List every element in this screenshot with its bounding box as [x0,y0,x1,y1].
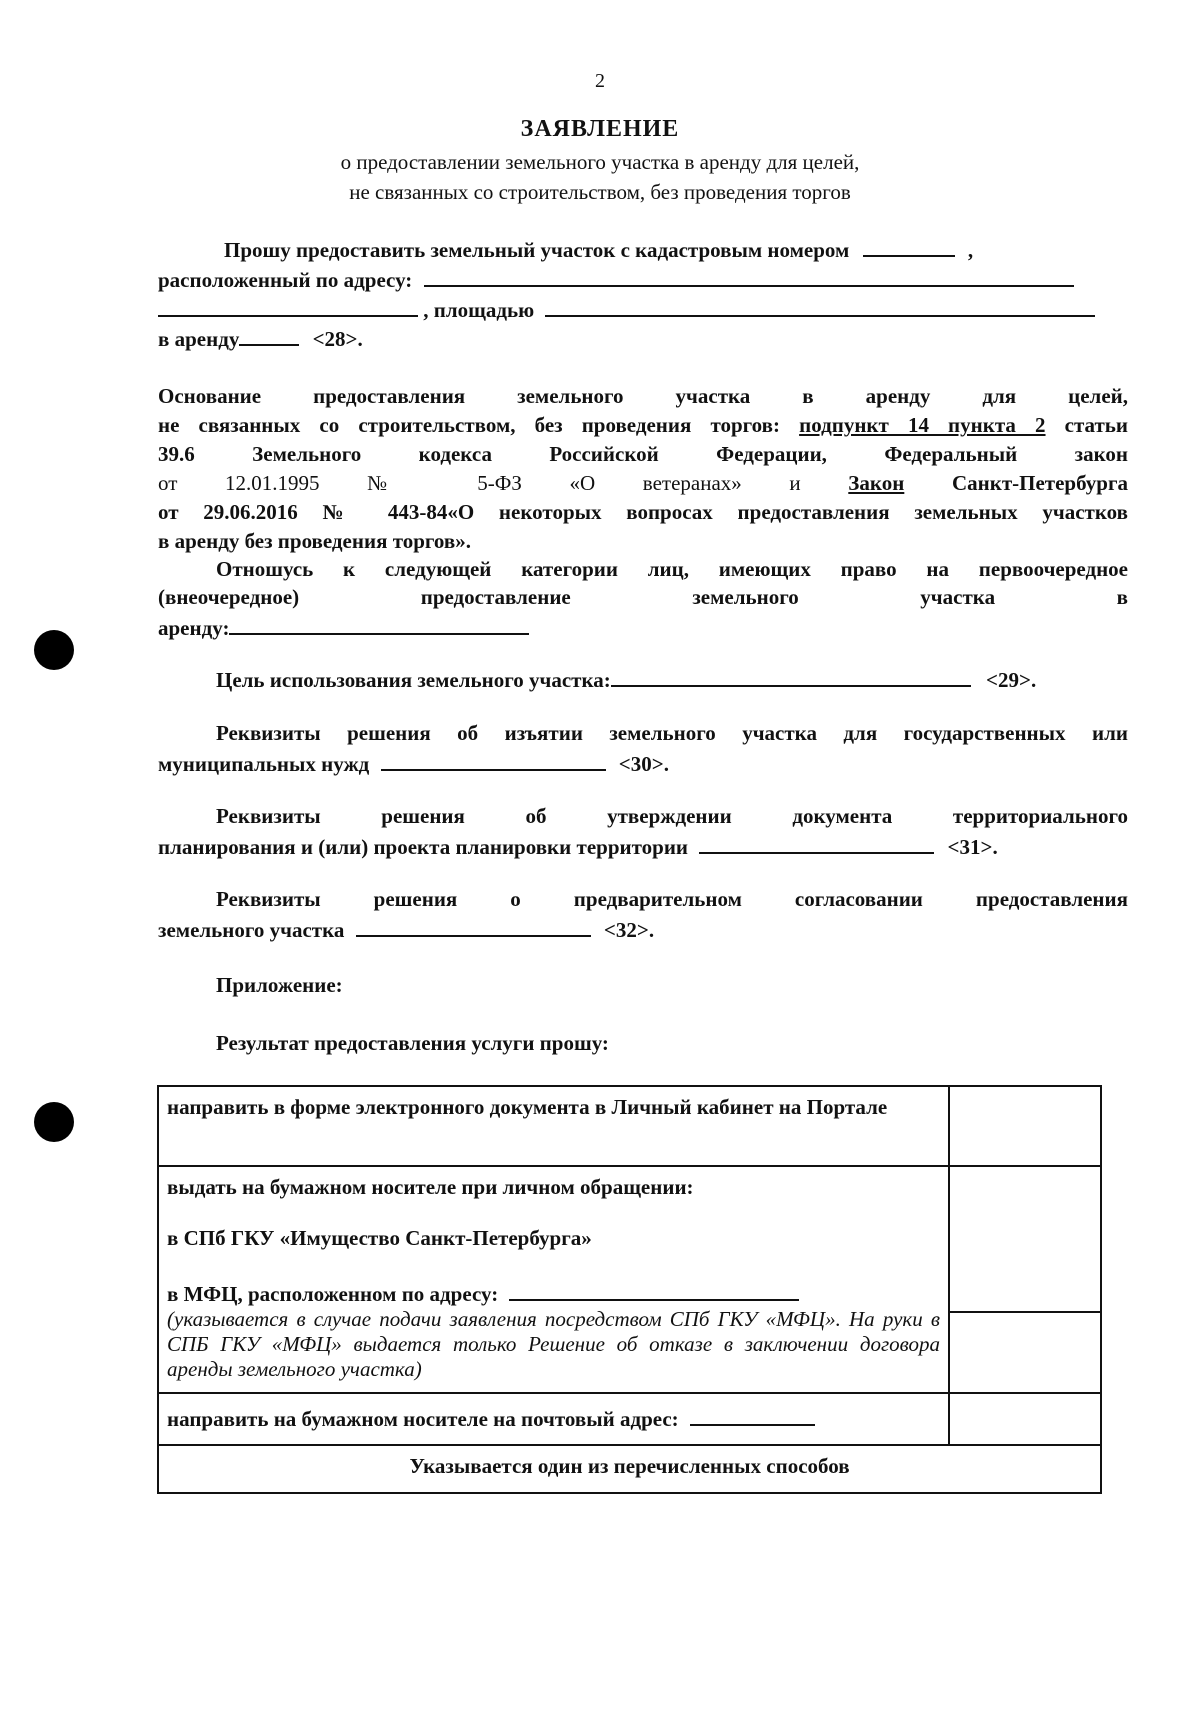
cadastral-number-field[interactable] [863,233,955,257]
table-row [158,1086,1101,1166]
delivery-option-portal: направить в форме электронного документа в Личный кабинет на Портале [158,1086,949,1166]
category-line-2: (внеочередное) предоставление земельного участка в [158,585,1128,609]
mfc-note: (указывается в случае подачи заявления посредством СПб ГКУ «МФЦ». На руки в СПБ ГКУ «МФЦ» выдается только Решение об отказе в заключении договора аренды земельного участка) [167,1307,940,1381]
area-field[interactable] [545,293,1095,317]
planning-line-2: планирования и (или) проекта планировки территории <31>. [158,830,1128,860]
basis-line-1: Основание предоставления земельного участка в аренду для целей, [158,384,1128,408]
basis-line-2: не связанных со строительством, без проведения торгов: подпункт 14 пункта 2 статьи [158,413,1129,437]
punch-hole [34,1102,74,1142]
result-delivery-table [157,1085,1102,1494]
purpose-line: Цель использования земельного участка: <29>. [158,663,1128,693]
delivery-option-spb-gku-checkbox[interactable] [950,1167,1100,1313]
basis-line-5: от 29.06.2016 № 443-84«О некоторых вопросах предоставления земельных участков [158,500,1128,524]
postal-address-field[interactable] [690,1402,815,1426]
mfc-address-field[interactable] [509,1277,799,1301]
punch-hole [34,630,74,670]
category-line-3: аренду: [158,611,1128,641]
basis-line-6: в аренду без проведения торгов». [158,529,471,553]
category-field[interactable] [229,611,529,635]
basis-line-3: 39.6 Земельного кодекса Российской Федерации, Федеральный закон [158,442,1128,466]
delivery-option-paper-checkboxes [949,1166,1101,1393]
request-line-3: , площадью [158,293,1128,323]
lease-term-field[interactable] [239,322,299,346]
request-line-4: в аренду <28>. [158,322,1128,352]
document-title: ЗАЯВЛЕНИЕ [520,116,680,142]
preliminary-line-2: земельного участка <32>. [158,913,1128,943]
basis-line-4: от 12.01.1995 № 5-ФЗ «О ветеранах» и Закон Санкт-Петербурга [158,471,1129,495]
planning-line-1: Реквизиты решения об утверждении документа территориального [216,804,1128,828]
seizure-line-2: муниципальных нужд <30>. [158,747,1128,777]
table-row [158,1393,1101,1445]
document-subtitle-line-1: о предоставлении земельного участка в аренду для целей, [340,150,860,174]
category-line-1: Отношусь к следующей категории лиц, имеющих право на первоочередное [216,557,1128,581]
seizure-decision-field[interactable] [381,747,606,771]
result-label: Результат предоставления услуги прошу: [216,1031,609,1055]
planning-decision-field[interactable] [699,830,934,854]
attachment-label: Приложение: [216,973,343,997]
purpose-field[interactable] [611,663,971,687]
delivery-option-paper-in-person: выдать на бумажном носителе при личном обращении: в СПб ГКУ «Имущество Санкт-Петербурга» в МФЦ, расположенном по адресу: (указывается в случае подачи заявления посредством СПб ГКУ «МФЦ». На руки в СПБ ГКУ «МФЦ» выдается только Решение об отказе в заключении договора аренды земельного участка) [158,1166,949,1393]
seizure-line-1: Реквизиты решения об изъятии земельного участка для государственных или [216,721,1128,745]
delivery-option-portal-checkbox[interactable] [949,1086,1101,1166]
document-subtitle-line-2: не связанных со строительством, без проведения торгов [349,180,851,204]
table-footer-note: Указывается один из перечисленных способов [158,1445,1101,1493]
table-row [158,1445,1101,1493]
delivery-option-post: направить на бумажном носителе на почтовый адрес: [158,1393,949,1445]
preliminary-line-1: Реквизиты решения о предварительном согласовании предоставления [216,887,1128,911]
request-line-2: расположенный по адресу: [158,263,1128,293]
address-field-continued[interactable] [158,293,418,317]
address-field[interactable] [424,263,1074,287]
table-row [158,1166,1101,1393]
delivery-option-post-checkbox[interactable] [949,1393,1101,1445]
request-line-1: Прошу предоставить земельный участок с кадастровым номером , [158,233,1128,263]
preliminary-decision-field[interactable] [356,913,591,937]
page-number: 2 [595,70,605,92]
